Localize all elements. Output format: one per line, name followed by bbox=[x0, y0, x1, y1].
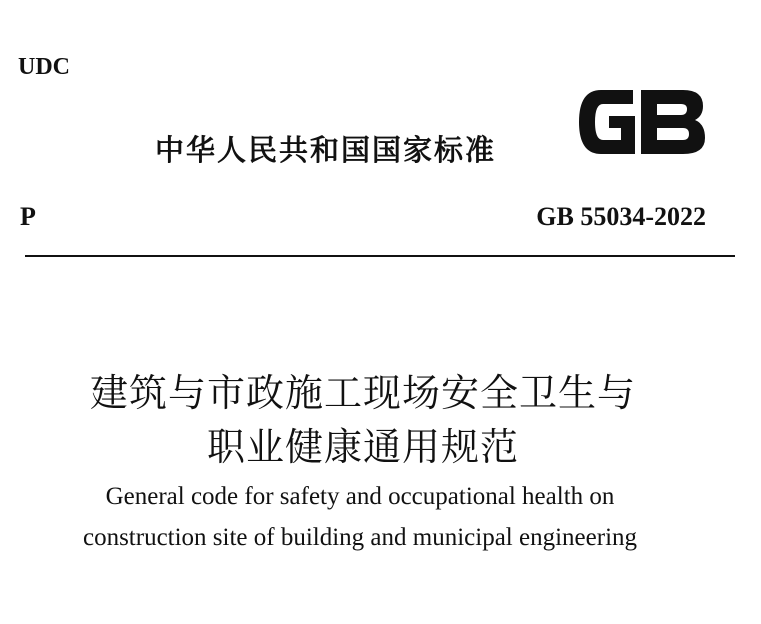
title-en-line2: construction site of building and municipal engineering bbox=[82, 524, 638, 551]
title-en-line1: General code for safety and occupational health on bbox=[105, 483, 615, 510]
standard-type: 中华人民共和国国家标准 bbox=[155, 133, 497, 167]
title-zh-line1: 建筑与市政施工现场安全卫生与 bbox=[89, 371, 636, 415]
header-divider bbox=[25, 255, 735, 257]
classification-code: P bbox=[20, 202, 36, 231]
standard-number: GB 55034-2022 bbox=[536, 202, 706, 231]
gb-logo-icon bbox=[575, 86, 709, 158]
title-zh-line2: 职业健康通用规范 bbox=[206, 425, 519, 469]
udc-label: UDC bbox=[18, 54, 70, 80]
